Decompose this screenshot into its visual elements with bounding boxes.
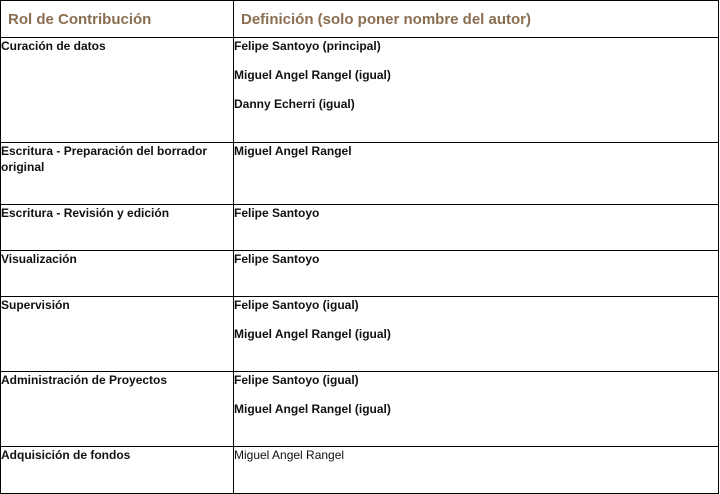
table-row [1, 447, 719, 494]
table-header-row [1, 1, 719, 38]
header-role: Rol de Contribución [1, 1, 234, 38]
definition-cell [234, 297, 719, 372]
role-cell: Adquisición de fondos [1, 447, 234, 494]
table-row [1, 297, 719, 372]
role-cell: Administración de Proyectos [1, 372, 234, 447]
role-cell: Supervisión [1, 297, 234, 372]
author-name: Miguel Angel Rangel (igual) [234, 327, 391, 341]
definition-cell [234, 143, 719, 205]
role-cell: Curación de datos [1, 38, 234, 143]
definition-cell [234, 205, 719, 251]
table-row [1, 143, 719, 205]
author-name: Miguel Angel Rangel [234, 144, 352, 158]
author-name: Felipe Santoyo [234, 252, 320, 266]
author-name: Miguel Angel Rangel (igual) [234, 402, 391, 416]
role-cell: Escritura - Preparación del borrador original [1, 143, 234, 205]
author-name: Felipe Santoyo (principal) [234, 39, 381, 53]
role-cell: Escritura - Revisión y edición [1, 205, 234, 251]
author-name: Felipe Santoyo (igual) [234, 373, 359, 387]
definition-cell [234, 38, 719, 143]
header-definition: Definición (solo poner nombre del autor) [234, 1, 719, 38]
table-row [1, 38, 719, 143]
definition-cell [234, 447, 719, 494]
table-row [1, 372, 719, 447]
author-name: Miguel Angel Rangel [234, 448, 345, 462]
table-row [1, 205, 719, 251]
author-name: Felipe Santoyo [234, 206, 320, 220]
author-name: Felipe Santoyo (igual) [234, 298, 359, 312]
author-name: Danny Echerri (igual) [234, 97, 355, 111]
definition-cell [234, 251, 719, 297]
definition-cell [234, 372, 719, 447]
role-cell: Visualización [1, 251, 234, 297]
table-row [1, 251, 719, 297]
author-name: Miguel Angel Rangel (igual) [234, 68, 391, 82]
